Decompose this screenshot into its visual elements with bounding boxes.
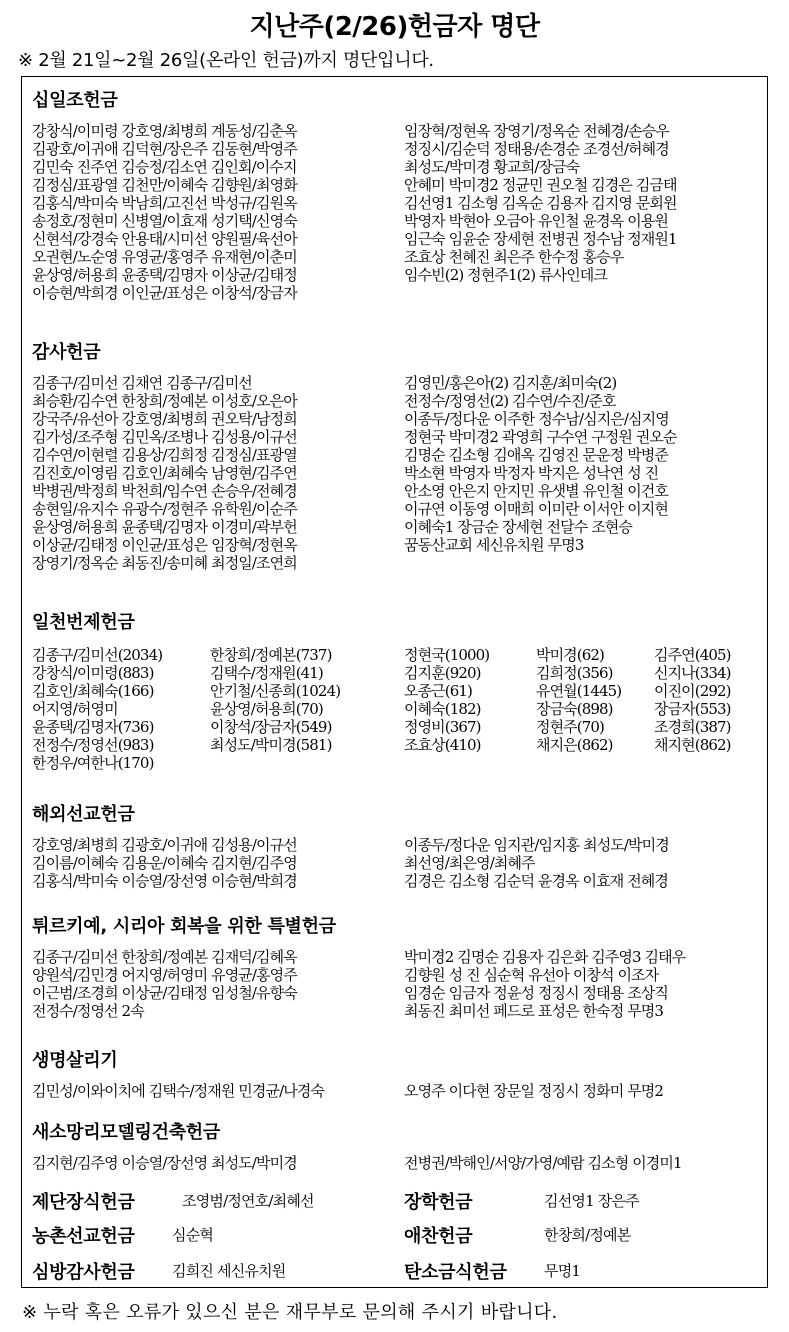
table-cell: 강창식/이미령(883) xyxy=(32,664,154,682)
list-item: 김민숙 진주연 김승정/김소연 김인회/이수지 xyxy=(32,158,297,176)
list-item: 최동진 최미선 페드로 표성은 한숙정 무명3 xyxy=(404,1002,664,1020)
table-cell: 윤종택/김명자(736) xyxy=(32,718,154,736)
offering-value: 조영범/정연호/최혜선 xyxy=(182,1192,314,1210)
list-item: 정징시/김순덕 정태용/손경순 조경선/허혜경 xyxy=(404,140,669,158)
offering-value: 김선영1 장은주 xyxy=(544,1192,639,1210)
offering-value: 김희진 세신유치원 xyxy=(172,1262,286,1280)
list-item: 김홍식/박미숙 이승열/장선영 이승현/박희경 xyxy=(32,872,297,890)
list-item: 전정수/정영선 2속 xyxy=(32,1002,144,1020)
section-title-turkey: 튀르키예, 시리아 회복을 위한 특별헌금 xyxy=(32,916,336,937)
table-cell: 안기철/신종희(1024) xyxy=(210,682,341,700)
list-item: 안혜미 박미경2 정균민 권오철 김경은 김금태 xyxy=(404,176,677,194)
list-item: 김종구/김미선 김채연 김종구/김미선 xyxy=(32,374,252,392)
list-item: 김이름/이혜숙 김용운/이혜숙 김지현/김주영 xyxy=(32,854,297,872)
table-cell: 김종구/김미선(2034) xyxy=(32,646,163,664)
section-title-remodel: 새소망리모델링건축헌금 xyxy=(32,1122,220,1143)
list-item: 양원석/김민경 어지영/허영미 유영균/홍영주 xyxy=(32,966,297,984)
list-item: 강창식/이미령 강호영/최병희 계동성/김춘옥 xyxy=(32,122,297,140)
table-cell: 정영비(367) xyxy=(404,718,481,736)
list-item: 이종두/정다운 임지관/임지홍 최성도/박미경 xyxy=(404,836,669,854)
table-cell: 정현주(70) xyxy=(536,718,604,736)
table-cell: 조효상(410) xyxy=(404,736,481,754)
list-item: 전병권/박해인/서양/가영/예람 김소형 이경미1 xyxy=(404,1154,682,1172)
list-item: 김지현/김주영 이승열/장선영 최성도/박미경 xyxy=(32,1154,297,1172)
list-item: 김광호/이귀애 김덕현/장은주 김동현/박영주 xyxy=(32,140,297,158)
offering-label: 제단장식헌금 xyxy=(32,1192,135,1213)
table-cell: 조경희(387) xyxy=(654,718,731,736)
list-item: 김민성/이와이치에 김택수/정재원 민경균/나경숙 xyxy=(32,1082,324,1100)
list-item: 임근숙 임윤순 장세현 전병권 정수남 정재원1 xyxy=(404,230,677,248)
table-cell: 채지은(862) xyxy=(536,736,613,754)
list-item: 김종구/김미선 한창희/정예본 김재덕/김혜옥 xyxy=(32,948,297,966)
offering-label: 농촌선교헌금 xyxy=(32,1226,135,1247)
list-item: 윤상영/허용희 윤종택/김명자 이상균/김태정 xyxy=(32,266,297,284)
table-cell: 오종근(61) xyxy=(404,682,472,700)
table-cell: 이혜숙(182) xyxy=(404,700,481,718)
list-item: 최승환/김수연 한창희/정예본 이성호/오은아 xyxy=(32,392,297,410)
life-right-column xyxy=(404,1082,764,1100)
list-item: 정현국 박미경2 곽영희 구수연 구정원 권오순 xyxy=(404,428,677,446)
table-cell: 박미경(62) xyxy=(536,646,604,664)
table-cell: 김주연(405) xyxy=(654,646,731,664)
table-cell: 김택수/정재원(41) xyxy=(210,664,323,682)
list-item: 강호영/최병희 김광호/이귀애 김성용/이규선 xyxy=(32,836,297,854)
turkey-left-column xyxy=(32,948,404,1020)
table-cell: 최성도/박미경(581) xyxy=(210,736,332,754)
section-title-life: 생명살리기 xyxy=(32,1050,118,1071)
tithe-right-column xyxy=(404,122,764,284)
list-item: 김정심/표광열 김천만/이혜숙 김향원/최영화 xyxy=(32,176,297,194)
page-title: 지난주(2/26)헌금자 명단 xyxy=(249,12,540,42)
list-item: 장영기/정옥순 최동진/송미혜 최정일/조연희 xyxy=(32,554,297,572)
tithe-left-column xyxy=(32,122,404,302)
list-item: 박소현 박영자 박정자 박지은 성낙연 성 진 xyxy=(404,464,659,482)
offering-label: 장학헌금 xyxy=(404,1192,473,1213)
table-cell: 김지훈(920) xyxy=(404,664,481,682)
table-cell: 이창석/장금자(549) xyxy=(210,718,332,736)
section-title-firstfruits: 일천번제헌금 xyxy=(32,612,135,633)
table-cell: 장금자(553) xyxy=(654,700,731,718)
list-item: 김홍식/박미숙 박남희/고진선 박성규/김원옥 xyxy=(32,194,297,212)
section-title-thanks: 감사헌금 xyxy=(32,342,101,363)
list-item: 송정호/정현미 신병열/이효재 성기택/신영숙 xyxy=(32,212,297,230)
list-item: 김영민/홍은아(2) 김지훈/최미숙(2) xyxy=(404,374,617,392)
table-cell: 김호인/최혜숙(166) xyxy=(32,682,154,700)
list-item: 전정수/정영선(2) 김수연/수진/준호 xyxy=(404,392,616,410)
table-cell: 한창희/정예본(737) xyxy=(210,646,332,664)
list-item: 송현일/유지수 유광수/정현주 유학원/이순주 xyxy=(32,500,297,518)
page-subtitle: ※ 2월 21일~2월 26일(온라인 헌금)까지 명단입니다. xyxy=(18,50,434,71)
footer-note: ※ 누락 혹은 오류가 있으신 분은 재무부로 문의해 주시기 바랍니다. xyxy=(22,1302,558,1323)
offering-value: 무명1 xyxy=(544,1262,581,1280)
list-item: 임장혁/정현옥 장영기/정옥순 전혜경/손승우 xyxy=(404,122,669,140)
list-item: 김향원 성 진 심순혁 유선아 이창석 이조자 xyxy=(404,966,659,984)
list-item: 임경순 임금자 정윤성 정징시 정태용 조상직 xyxy=(404,984,668,1002)
table-cell: 유연월(1445) xyxy=(536,682,622,700)
list-item: 윤상영/허용희 윤종택/김명자 이경미/곽부헌 xyxy=(32,518,297,536)
offering-label: 탄소금식헌금 xyxy=(404,1262,507,1283)
list-item: 박영자 박현아 오금아 유인철 윤경옥 이용원 xyxy=(404,212,668,230)
table-cell: 윤상영/허용희(70) xyxy=(210,700,323,718)
table-cell: 어지영/허영미 xyxy=(32,700,118,718)
list-item: 강국주/유선아 강호영/최병희 권오탁/남정희 xyxy=(32,410,297,428)
thanks-left-column xyxy=(32,374,404,572)
offering-label: 심방감사헌금 xyxy=(32,1262,135,1283)
missions-left-column xyxy=(32,836,404,890)
turkey-right-column xyxy=(404,948,764,1020)
list-item: 김경은 김소형 김순덕 윤경옥 이효재 전혜경 xyxy=(404,872,668,890)
table-cell: 신지나(334) xyxy=(654,664,731,682)
table-cell: 이진이(292) xyxy=(654,682,731,700)
list-item: 박병권/박정희 박천희/임수연 손승우/전혜경 xyxy=(32,482,297,500)
list-item: 신현석/강경숙 안용태/시미선 양원필/육선아 xyxy=(32,230,297,248)
list-item: 이상균/김태정 이인균/표성은 임장혁/정현옥 xyxy=(32,536,297,554)
list-item: 이근범/조경희 이상균/김태정 임성철/유향숙 xyxy=(32,984,297,1002)
list-item: 꿈동산교회 세신유치원 무명3 xyxy=(404,536,584,554)
list-item: 안소영 안은지 안지민 유샛별 유인철 이건호 xyxy=(404,482,668,500)
list-item: 박미경2 김명순 김용자 김은화 김주영3 김태우 xyxy=(404,948,686,966)
offering-altar xyxy=(32,1188,314,1214)
list-item: 최성도/박미경 황교희/장금숙 xyxy=(404,158,580,176)
section-title-missions: 해외선교헌금 xyxy=(32,804,135,825)
list-item: 오권현/노순영 유영균/홍영주 유재현/이춘미 xyxy=(32,248,297,266)
thanks-right-column xyxy=(404,374,764,554)
offering-rural xyxy=(32,1222,214,1248)
remodel-left-column xyxy=(32,1154,404,1172)
list-item: 이승현/박희경 이인균/표성은 이창석/장금자 xyxy=(32,284,297,302)
table-cell: 전정수/정영선(983) xyxy=(32,736,154,754)
life-left-column xyxy=(32,1082,404,1100)
table-cell: 한정우/여한나(170) xyxy=(32,754,154,772)
firstfruits-grid xyxy=(32,646,762,786)
list-item: 이규연 이동영 이매희 이미란 이서안 이지현 xyxy=(404,500,668,518)
offering-carbon xyxy=(404,1258,581,1284)
list-item: 김선영1 김소형 김옥순 김용자 김지영 문회원 xyxy=(404,194,677,212)
section-title-tithe: 십일조헌금 xyxy=(32,90,118,111)
list-item: 오영주 이다현 장문일 정징시 정화미 무명2 xyxy=(404,1082,664,1100)
table-cell: 채지현(862) xyxy=(654,736,731,754)
remodel-right-column xyxy=(404,1154,764,1172)
table-cell: 김희정(356) xyxy=(536,664,613,682)
list-item: 김진호/이영림 김호인/최혜숙 남영현/김주연 xyxy=(32,464,297,482)
list-item: 김수연/이현렬 김용상/김희정 김정심/표광열 xyxy=(32,446,297,464)
missions-right-column xyxy=(404,836,764,890)
list-item: 조효상 천혜진 최은주 한수정 홍승우 xyxy=(404,248,624,266)
table-cell: 정현국(1000) xyxy=(404,646,490,664)
list-item: 이종두/정다운 이주한 정수남/심지은/심지영 xyxy=(404,410,669,428)
offering-visit xyxy=(32,1258,286,1284)
list-item: 임수빈(2) 정현주1(2) 류사인데크 xyxy=(404,266,607,284)
offering-value: 심순혁 xyxy=(172,1226,214,1244)
list-item: 김가성/조주형 김민옥/조병나 김성용/이규선 xyxy=(32,428,297,446)
offering-label: 애찬헌금 xyxy=(404,1226,473,1247)
offering-scholarship xyxy=(404,1188,639,1214)
list-item: 김명순 김소형 김애옥 김영진 문운정 박병준 xyxy=(404,446,668,464)
offering-value: 한창희/정예본 xyxy=(544,1226,631,1244)
list-item: 최선영/최은영/최혜주 xyxy=(404,854,535,872)
list-item: 이혜숙1 장금순 장세현 전달수 조현승 xyxy=(404,518,632,536)
offering-praise xyxy=(404,1222,631,1248)
table-cell: 장금숙(898) xyxy=(536,700,613,718)
